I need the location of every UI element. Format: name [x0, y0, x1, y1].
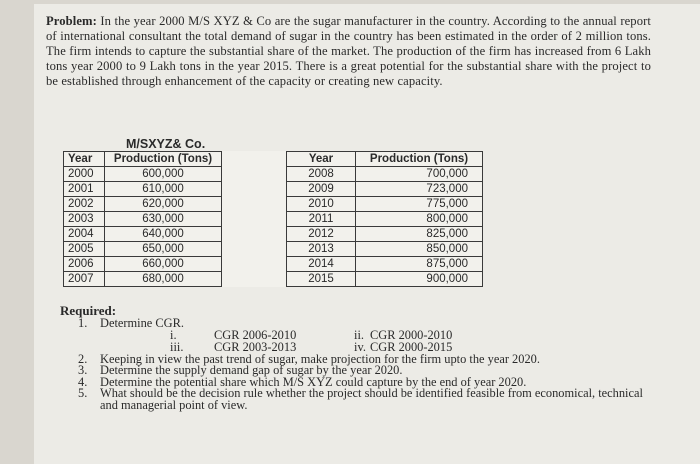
production-cell: 650,000	[105, 242, 222, 257]
year-cell: 2003	[64, 212, 105, 227]
production-cell: 775,000	[356, 197, 483, 212]
year-cell: 2000	[64, 167, 105, 182]
list-item	[78, 388, 658, 411]
item-number: 5.	[78, 386, 88, 400]
item-number: 4.	[78, 374, 88, 389]
year-cell: 2002	[64, 197, 105, 212]
table-gap	[222, 257, 287, 272]
document-page	[34, 4, 700, 464]
table-row	[64, 212, 483, 227]
table-gap	[222, 197, 287, 212]
table-row	[64, 182, 483, 197]
item-number: 2.	[78, 351, 88, 366]
list-item	[78, 318, 658, 330]
sub-item-number: iii.	[170, 339, 184, 354]
table-row	[64, 257, 483, 272]
header-production: Production (Tons)	[105, 152, 222, 167]
year-cell: 2010	[287, 197, 356, 212]
production-cell: 800,000	[356, 212, 483, 227]
problem-label: Problem:	[46, 14, 97, 28]
production-cell: 610,000	[105, 182, 222, 197]
item-text: What should be the decision rule whether the project should be identified feasible from economical, technical and managerial point of view.	[100, 386, 643, 412]
production-cell: 723,000	[356, 182, 483, 197]
item-number: 1.	[78, 316, 88, 330]
table-row	[64, 242, 483, 257]
year-cell: 2008	[287, 167, 356, 182]
production-cell: 640,000	[105, 227, 222, 242]
table-gap	[222, 227, 287, 242]
table-header-row	[64, 152, 483, 167]
production-cell: 900,000	[356, 272, 483, 287]
sub-item-number: ii.	[354, 327, 364, 342]
sub-item-text: CGR 2000-2015	[370, 339, 453, 354]
header-production-2: Production (Tons)	[356, 152, 483, 167]
item-text: Determine the potential share which M/S XYZ could capture by the end of year 2020.	[100, 374, 527, 389]
table-gap	[222, 212, 287, 227]
requirements-list	[78, 318, 658, 411]
year-cell: 2007	[64, 272, 105, 287]
sub-item-text: CGR 2000-2010	[370, 327, 453, 342]
year-cell: 2013	[287, 242, 356, 257]
year-cell: 2015	[287, 272, 356, 287]
year-cell: 2001	[64, 182, 105, 197]
year-cell: 2011	[287, 212, 356, 227]
problem-statement	[46, 14, 651, 89]
production-cell: 850,000	[356, 242, 483, 257]
production-cell: 660,000	[105, 257, 222, 272]
table-gap	[222, 182, 287, 197]
production-cell: 620,000	[105, 197, 222, 212]
header-year: Year	[64, 152, 105, 167]
production-cell: 875,000	[356, 257, 483, 272]
table-row	[64, 272, 483, 287]
table-gap	[222, 242, 287, 257]
production-cell: 700,000	[356, 167, 483, 182]
year-cell: 2006	[64, 257, 105, 272]
table-row	[64, 167, 483, 182]
table-gap	[222, 167, 287, 182]
sub-item-text: CGR 2003-2013	[214, 339, 297, 354]
item-text: Keeping in view the past trend of sugar, make projection for the firm upto the year 2020.	[100, 351, 540, 366]
sub-items-row-1	[78, 327, 658, 342]
item-text: Determine the supply demand gap of sugar by the year 2020.	[100, 363, 403, 377]
required-heading: Required:	[60, 303, 117, 318]
company-title: M/SXYZ& Co.	[126, 137, 206, 151]
sub-item-number: iv.	[354, 339, 366, 354]
production-table	[63, 151, 483, 287]
table-gap	[222, 152, 287, 167]
header-year-2: Year	[287, 152, 356, 167]
production-cell: 680,000	[105, 272, 222, 287]
table-row	[64, 197, 483, 212]
table-row	[64, 227, 483, 242]
year-cell: 2009	[287, 182, 356, 197]
year-cell: 2005	[64, 242, 105, 257]
problem-text: In the year 2000 M/S XYZ & Co are the sugar manufacturer in the country. According to the annual report of international consultant the total demand of sugar in the country has been estimated in the order of 2 million tons. The firm intends to capture the substantial share of the market. The production of the firm has increased from 6 Lakh tons year 2000 to 9 Lakh tons in the year 2015. There is a great potential for the substantial share with the project to be established through enhancement of the capacity or creating new capacity.	[46, 14, 651, 88]
item-number: 3.	[78, 363, 88, 377]
year-cell: 2014	[287, 257, 356, 272]
table-gap	[222, 272, 287, 287]
year-cell: 2004	[64, 227, 105, 242]
sub-item-text: CGR 2006-2010	[214, 327, 297, 342]
production-cell: 825,000	[356, 227, 483, 242]
item-text: Determine CGR.	[100, 316, 184, 330]
production-cell: 600,000	[105, 167, 222, 182]
production-cell: 630,000	[105, 212, 222, 227]
year-cell: 2012	[287, 227, 356, 242]
sub-item-number: i.	[170, 327, 177, 342]
